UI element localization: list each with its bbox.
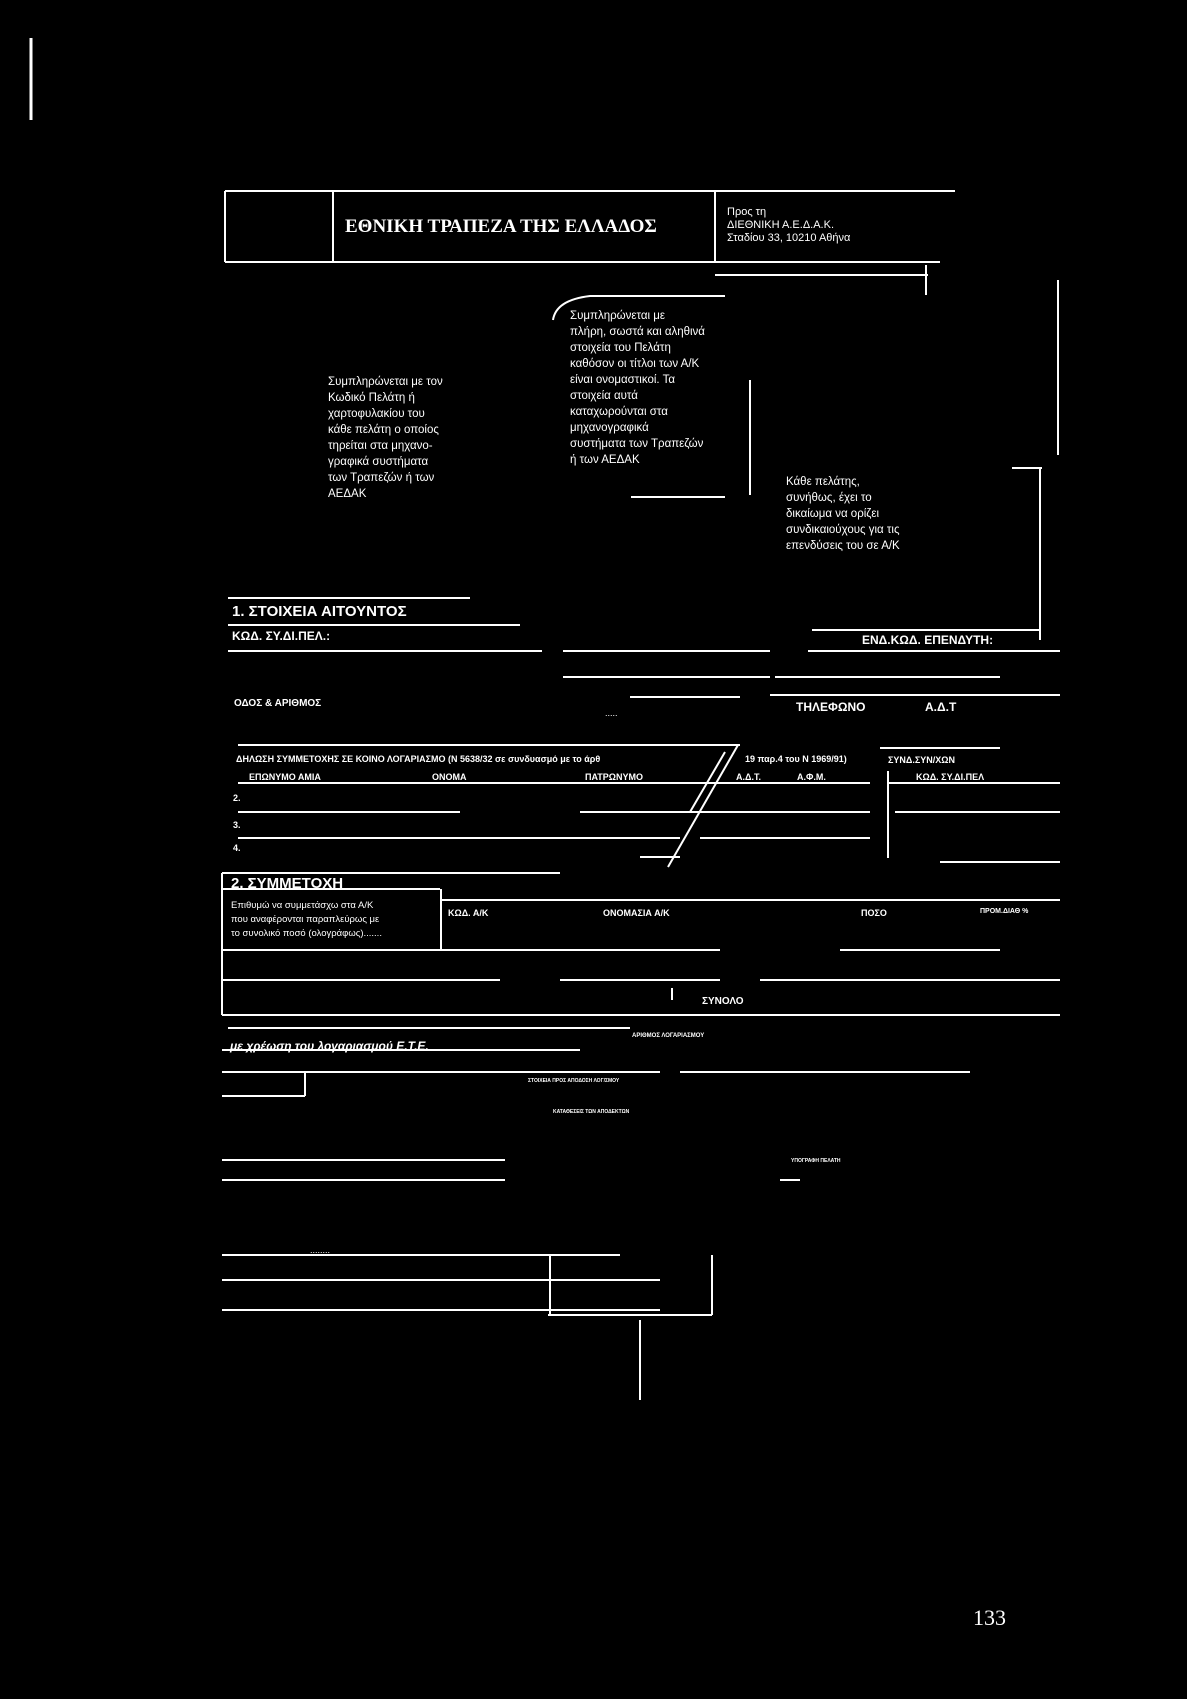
id-label: Α.Δ.Τ [925,700,957,714]
street-label: ΟΔΟΣ & ΑΡΙΘΜΟΣ [234,698,322,709]
bottom-dots: ........ [310,1245,331,1255]
note-coholders: Κάθε πελάτης, συνήθως, έχει το δικαίωμα να ορίζει συνδικαιούχους για τις επενδύσεις του σε Α/Κ [786,476,900,552]
note-client-code: Συμπληρώνεται με τον Κωδικό Πελάτη ή χαρτοφυλακίου του κάθε πελάτη ο οποίος τηρείται στα μηχανο- γραφικά συστήματα των Τραπεζών ή των ΑΕΔΑΚ [328,376,443,500]
row-3-label: 3. [233,820,241,830]
section2-title: 2. ΣΥΜΜΕΤΟΧΗ [231,875,344,892]
page-number: 133 [973,1605,1006,1630]
note-client-details: Συμπληρώνεται με πλήρη, σωστά και αληθινά στοιχεία του Πελάτη καθόσον οι τίτλοι των Α/Κ είναι ονομαστικοί. Τα στοιχεία αυτά καταχωρούνται στα μηχανογραφικά συστήματα των Τραπεζών ή των ΑΕΔΑΚ [570,310,705,466]
coholder-label: ΣΥΝΔ.ΣΥΝ/ΧΩΝ [888,755,955,765]
col-fund-name: ΟΝΟΜΑΣΙΑ Α/Κ [603,908,670,918]
address-line-2: ΔΙΕΘΝΙΚΗ Α.Ε.Δ.Α.Κ. [727,219,835,231]
row-2-label: 2. [233,793,241,803]
bank-name: ΕΘΝΙΚΗ ΤΡΑΠΕΖΑ ΤΗΣ ΕΛΛΑΔΟΣ [345,216,657,237]
address-line-1: Προς τη [727,206,767,218]
col-patronymic: ΠΑΤΡΩΝΥΜΟ [585,772,643,782]
section1-title: 1. ΣΤΟΙΧΕΙΑ ΑΙΤΟΥΝΤΟΣ [232,603,407,620]
client-code-label: ΚΩΔ. ΣΥ.ΔΙ.ΠΕΛ.: [232,629,331,643]
phone-label: ΤΗΛΕΦΩΝΟ [796,700,866,714]
investor-code-label: ΕΝΔ.ΚΩΔ. ΕΠΕΝΔΥΤΗ: [862,633,994,647]
participation-instruction: Επιθυμώ να συμμετάσχω στα Α/Κ που αναφέρονται παραπλεύρως με το συνολικό ποσό (ολογράφως)....... [231,900,382,939]
col-id: Α.Δ.Τ. [736,772,761,782]
signature-label: ΥΠΟΓΡΑΦΗ ΠΕΛΑΤΗ [791,1158,841,1164]
account-number-label: ΑΡΙΘΜΟΣ ΛΟΓΑΡΙΑΣΜΟΥ [632,1033,705,1039]
row-4-label: 4. [233,843,241,853]
col-fee: ΠΡΟΜ.ΔΙΑΘ % [980,908,1029,915]
declaration-law: 19 παρ.4 του Ν 1969/91) [745,754,847,764]
col-client-code: ΚΩΔ. ΣΥ.ΔΙ.ΠΕΛ [916,772,985,782]
payment-note-2: ΚΑΤΑΘΕΣΕΙΣ ΤΩΝ ΑΠΟΔΕΚΤΩΝ [553,1109,630,1115]
col-name: ΟΝΟΜΑ [432,772,467,782]
payment-note-1: ΣΤΟΙΧΕΙΑ ΠΡΟΣ ΑΠΟΔΟΣΗ ΛΟΓ/ΣΜΟΥ [528,1078,620,1084]
debit-label: με χρέωση του λογαριασμού Ε.Τ.Ε. [230,1039,429,1053]
col-surname: ΕΠΩΝΥΜΟ ΑΜΙΑ [249,772,321,782]
col-afm: Α.Φ.Μ. [797,772,826,782]
declaration-text: ΔΗΛΩΣΗ ΣΥΜΜΕΤΟΧΗΣ ΣΕ ΚΟΙΝΟ ΛΟΓΑΡΙΑΣΜΟ (Ν 5638/32 σε συνδυασμό με το άρθ [236,754,601,764]
col-fund-code: ΚΩΔ. Α/Κ [448,908,489,918]
street-dots: ..... [605,708,618,718]
col-amount: ΠΟΣΟ [861,908,887,918]
address-line-3: Σταδίου 33, 10210 Αθήνα [727,232,851,244]
total-label: ΣΥΝΟΛΟ [702,996,744,1007]
